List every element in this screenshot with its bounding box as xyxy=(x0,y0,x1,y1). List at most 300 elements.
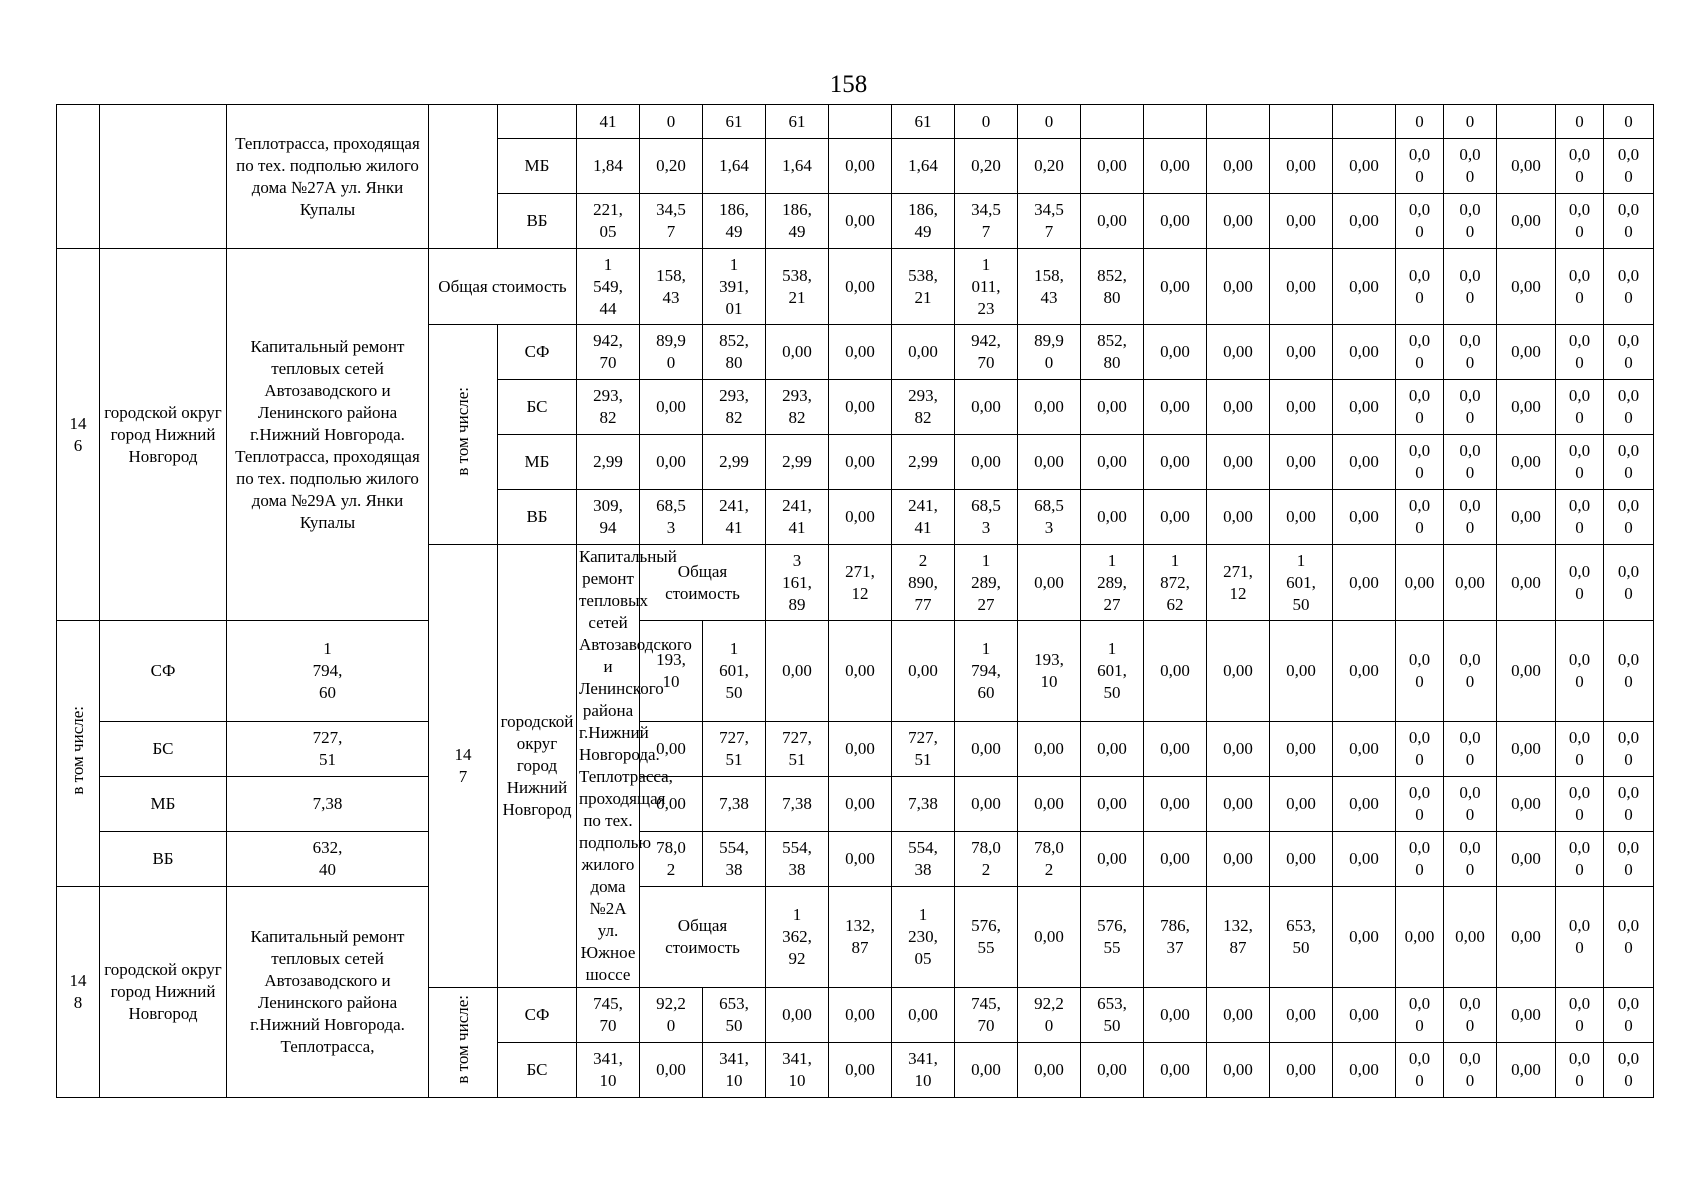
source-label-cell: СФ xyxy=(498,325,577,380)
value-cell: 1,64 xyxy=(892,139,955,194)
value-cell: 0,00 xyxy=(1081,1043,1144,1098)
value-cell: 0,0 0 xyxy=(1444,777,1497,832)
value-cell: 0,00 xyxy=(1207,777,1270,832)
value-cell: 132, 87 xyxy=(829,887,892,988)
value-cell: 745, 70 xyxy=(577,988,640,1043)
row-number-cell: 14 7 xyxy=(429,545,498,988)
value-cell: 0 xyxy=(640,105,703,139)
value-cell: 0,00 xyxy=(1333,777,1396,832)
value-cell: 0,00 xyxy=(1018,380,1081,435)
value-cell: 942, 70 xyxy=(577,325,640,380)
value-cell: 0 xyxy=(1556,105,1604,139)
value-cell: 0,0 0 xyxy=(1396,988,1444,1043)
value-cell: 2,99 xyxy=(577,435,640,490)
value-cell: 0,00 xyxy=(1018,887,1081,988)
value-cell: 0,0 0 xyxy=(1444,325,1497,380)
value-cell: 0,00 xyxy=(955,380,1018,435)
row-number-cell xyxy=(57,105,100,249)
value-cell: 786, 37 xyxy=(1144,887,1207,988)
value-cell: 0 xyxy=(955,105,1018,139)
value-cell: 0,0 0 xyxy=(1396,435,1444,490)
value-cell: 0,00 xyxy=(1333,380,1396,435)
value-cell: 0,00 xyxy=(1270,722,1333,777)
value-cell: 0,00 xyxy=(1270,988,1333,1043)
value-cell: 34,5 7 xyxy=(955,194,1018,249)
value-cell: 0,00 xyxy=(1018,435,1081,490)
source-label-cell: МБ xyxy=(498,139,577,194)
value-cell: 727, 51 xyxy=(892,722,955,777)
financing-table xyxy=(56,104,1654,1098)
value-cell: 309, 94 xyxy=(577,490,640,545)
value-cell: 1,64 xyxy=(703,139,766,194)
value-cell: 0,00 xyxy=(1497,777,1556,832)
value-cell: 2,99 xyxy=(703,435,766,490)
value-cell: 0,0 0 xyxy=(1396,722,1444,777)
page-number: 158 xyxy=(829,71,868,98)
table-row xyxy=(57,621,1654,722)
value-cell: 0,00 xyxy=(829,435,892,490)
value-cell: 7,38 xyxy=(227,777,429,832)
including-label xyxy=(57,621,100,887)
value-cell: 0,00 xyxy=(766,988,829,1043)
value-cell: 68,5 3 xyxy=(955,490,1018,545)
value-cell: 158, 43 xyxy=(640,249,703,325)
value-cell: 0,00 xyxy=(1333,435,1396,490)
value-cell: 78,0 2 xyxy=(1018,832,1081,887)
value-cell: 1 794, 60 xyxy=(955,621,1018,722)
object-description-cell: Теплотрасса, проходящая по тех. подполью жилого дома №27А ул. Янки Купалы xyxy=(227,105,429,249)
value-cell: 0,0 0 xyxy=(1604,194,1654,249)
value-cell: 1 391, 01 xyxy=(703,249,766,325)
value-cell: 0,0 0 xyxy=(1556,722,1604,777)
value-cell: 0,0 0 xyxy=(1604,887,1654,988)
value-cell: 0,00 xyxy=(1144,722,1207,777)
value-cell: 0,0 0 xyxy=(1604,325,1654,380)
municipality-cell: городской округ город Нижний Новгород xyxy=(498,545,577,988)
value-cell: 193, 10 xyxy=(1018,621,1081,722)
table-row xyxy=(57,777,1654,832)
value-cell: 0,00 xyxy=(1270,1043,1333,1098)
value-cell: 341, 10 xyxy=(892,1043,955,1098)
value-cell: 0,00 xyxy=(829,380,892,435)
value-cell: 89,9 0 xyxy=(640,325,703,380)
value-cell: 576, 55 xyxy=(955,887,1018,988)
value-cell: 0,00 xyxy=(1144,249,1207,325)
value-cell: 221, 05 xyxy=(577,194,640,249)
value-cell xyxy=(1270,105,1333,139)
object-description-cell: Капитальный ремонт тепловых сетей Автозаводского и Ленинского района г.Нижний Новгорода. Теплотрасса, xyxy=(227,887,429,1098)
value-cell: 0,00 xyxy=(1144,325,1207,380)
value-cell: 0,00 xyxy=(1333,490,1396,545)
value-cell: 0,0 0 xyxy=(1604,777,1654,832)
value-cell: 576, 55 xyxy=(1081,887,1144,988)
table-row xyxy=(57,722,1654,777)
value-cell: 0,00 xyxy=(1207,988,1270,1043)
value-cell: 554, 38 xyxy=(766,832,829,887)
value-cell: 1 230, 05 xyxy=(892,887,955,988)
value-cell: 1 601, 50 xyxy=(1081,621,1144,722)
value-cell: 0,0 0 xyxy=(1556,832,1604,887)
value-cell: 92,2 0 xyxy=(1018,988,1081,1043)
value-cell: 7,38 xyxy=(703,777,766,832)
value-cell: 0,00 xyxy=(1081,777,1144,832)
value-cell: 0,00 xyxy=(1333,1043,1396,1098)
value-cell: 0,0 0 xyxy=(1556,621,1604,722)
value-cell: 0,00 xyxy=(829,490,892,545)
value-cell: 0,00 xyxy=(1081,722,1144,777)
value-cell: 193, 10 xyxy=(640,621,703,722)
value-cell: 0,0 0 xyxy=(1396,194,1444,249)
value-cell: 0,0 0 xyxy=(1444,832,1497,887)
value-cell xyxy=(1497,105,1556,139)
value-cell: 0,00 xyxy=(1207,832,1270,887)
value-cell: 271, 12 xyxy=(1207,545,1270,621)
value-cell: 0,00 xyxy=(1333,722,1396,777)
value-cell: 0,00 xyxy=(1270,435,1333,490)
value-cell: 186, 49 xyxy=(766,194,829,249)
value-cell: 0,00 xyxy=(1396,545,1444,621)
value-cell: 0,00 xyxy=(1497,194,1556,249)
value-cell: 0,0 0 xyxy=(1396,325,1444,380)
value-cell: 0,0 0 xyxy=(1444,490,1497,545)
value-cell: 0,00 xyxy=(829,194,892,249)
value-cell: 0,00 xyxy=(1270,380,1333,435)
value-cell: 0,00 xyxy=(1270,139,1333,194)
value-cell: 0,0 0 xyxy=(1444,988,1497,1043)
value-cell: 0,20 xyxy=(640,139,703,194)
value-cell: 0,0 0 xyxy=(1396,777,1444,832)
value-cell: 0,00 xyxy=(829,722,892,777)
value-cell: 0,0 0 xyxy=(1604,545,1654,621)
value-cell: 341, 10 xyxy=(577,1043,640,1098)
including-label xyxy=(429,325,498,545)
value-cell: 538, 21 xyxy=(766,249,829,325)
value-cell: 0,00 xyxy=(1144,988,1207,1043)
value-cell: 41 xyxy=(577,105,640,139)
value-cell xyxy=(1144,105,1207,139)
value-cell: 852, 80 xyxy=(703,325,766,380)
value-cell: 0 xyxy=(1604,105,1654,139)
value-cell: 0,00 xyxy=(640,722,703,777)
value-cell: 0,00 xyxy=(1270,832,1333,887)
value-cell: 0,00 xyxy=(1144,621,1207,722)
value-cell: 653, 50 xyxy=(1081,988,1144,1043)
value-cell: 158, 43 xyxy=(1018,249,1081,325)
source-label-cell: МБ xyxy=(100,777,227,832)
value-cell: 0,00 xyxy=(640,777,703,832)
value-cell: 0,00 xyxy=(1497,435,1556,490)
value-cell: 0,0 0 xyxy=(1444,194,1497,249)
value-cell: 0,00 xyxy=(1444,887,1497,988)
value-cell: 0,0 0 xyxy=(1444,139,1497,194)
municipality-cell: городской округ город Нижний Новгород xyxy=(100,887,227,1098)
value-cell: 0,00 xyxy=(955,777,1018,832)
source-label-cell: БС xyxy=(498,1043,577,1098)
value-cell: 78,0 2 xyxy=(640,832,703,887)
value-cell: 0,00 xyxy=(1333,249,1396,325)
value-cell: 0,00 xyxy=(829,1043,892,1098)
value-cell: 0,00 xyxy=(1144,380,1207,435)
value-cell: 293, 82 xyxy=(577,380,640,435)
including-text: в том числе: xyxy=(453,387,472,476)
value-cell: 0,00 xyxy=(766,621,829,722)
table-row xyxy=(57,832,1654,887)
value-cell: 186, 49 xyxy=(703,194,766,249)
value-cell: 0,00 xyxy=(1333,621,1396,722)
value-cell: 0,00 xyxy=(1018,777,1081,832)
value-cell: 0,0 0 xyxy=(1556,249,1604,325)
value-cell: 0,0 0 xyxy=(1444,249,1497,325)
value-cell: 0,00 xyxy=(1497,832,1556,887)
value-cell: 0,00 xyxy=(1144,139,1207,194)
value-cell: 0,0 0 xyxy=(1444,621,1497,722)
value-cell: 0,00 xyxy=(1497,1043,1556,1098)
value-cell: 0,20 xyxy=(1018,139,1081,194)
value-cell: 61 xyxy=(703,105,766,139)
value-cell: 0,00 xyxy=(1333,832,1396,887)
value-cell: 0,0 0 xyxy=(1604,249,1654,325)
including-text: в том числе: xyxy=(453,995,472,1084)
group-cell xyxy=(429,105,498,249)
value-cell: 0,0 0 xyxy=(1556,435,1604,490)
value-cell: 0,0 0 xyxy=(1604,621,1654,722)
value-cell: 0,00 xyxy=(1497,887,1556,988)
value-cell: 0,00 xyxy=(1207,435,1270,490)
value-cell: 632, 40 xyxy=(227,832,429,887)
value-cell: 241, 41 xyxy=(892,490,955,545)
value-cell: 0,00 xyxy=(1207,1043,1270,1098)
value-cell: 1 872, 62 xyxy=(1144,545,1207,621)
value-cell: 0,00 xyxy=(1018,722,1081,777)
value-cell: 132, 87 xyxy=(1207,887,1270,988)
municipality-cell: городской округ город Нижний Новгород xyxy=(100,249,227,621)
municipality-cell xyxy=(100,105,227,249)
value-cell: 0,00 xyxy=(1144,777,1207,832)
table-row xyxy=(57,887,1654,988)
value-cell: 293, 82 xyxy=(766,380,829,435)
value-cell: 61 xyxy=(766,105,829,139)
value-cell: 0,00 xyxy=(1207,621,1270,722)
value-cell: 7,38 xyxy=(766,777,829,832)
value-cell: 0,00 xyxy=(1270,777,1333,832)
value-cell: 0,0 0 xyxy=(1556,887,1604,988)
value-cell: 0,0 0 xyxy=(1396,249,1444,325)
value-cell: 653, 50 xyxy=(703,988,766,1043)
value-cell xyxy=(829,105,892,139)
including-text: в том числе: xyxy=(68,706,87,795)
value-cell: 61 xyxy=(892,105,955,139)
source-label-cell: СФ xyxy=(498,988,577,1043)
value-cell: 0,0 0 xyxy=(1556,139,1604,194)
table-row xyxy=(57,249,1654,325)
value-cell: 0,0 0 xyxy=(1396,1043,1444,1098)
value-cell: 0,00 xyxy=(1333,887,1396,988)
value-cell: 0,00 xyxy=(1497,139,1556,194)
value-cell: 0,0 0 xyxy=(1396,832,1444,887)
value-cell: 271, 12 xyxy=(829,545,892,621)
source-label-cell: МБ xyxy=(498,435,577,490)
value-cell: 0,00 xyxy=(1207,325,1270,380)
value-cell: 745, 70 xyxy=(955,988,1018,1043)
value-cell: 0,00 xyxy=(1497,249,1556,325)
value-cell: 0,00 xyxy=(1270,249,1333,325)
value-cell: 0,00 xyxy=(1333,139,1396,194)
value-cell: 0,00 xyxy=(955,435,1018,490)
object-description-cell: Капитальный ремонт тепловых сетей Автозаводского и Ленинского района г.Нижний Новгорода. Теплотрасса, проходящая по тех. подполью жилого дома №2А ул. Южное шоссе xyxy=(577,545,640,988)
total-cost-label: Общая стоимость xyxy=(640,887,766,988)
table-row xyxy=(57,105,1654,139)
value-cell: 0,0 0 xyxy=(1604,139,1654,194)
value-cell: 34,5 7 xyxy=(640,194,703,249)
value-cell: 0,00 xyxy=(1270,325,1333,380)
value-cell: 1,84 xyxy=(577,139,640,194)
value-cell: 0,00 xyxy=(1018,545,1081,621)
value-cell: 1 289, 27 xyxy=(955,545,1018,621)
value-cell: 1 011, 23 xyxy=(955,249,1018,325)
including-label xyxy=(429,988,498,1098)
value-cell: 0,00 xyxy=(892,988,955,1043)
value-cell: 0,0 0 xyxy=(1556,988,1604,1043)
value-cell: 0,00 xyxy=(1333,325,1396,380)
value-cell: 0,00 xyxy=(1497,380,1556,435)
value-cell: 0,00 xyxy=(1333,194,1396,249)
value-cell: 0,00 xyxy=(640,435,703,490)
value-cell: 0,00 xyxy=(1207,722,1270,777)
value-cell: 0,0 0 xyxy=(1444,380,1497,435)
value-cell: 78,0 2 xyxy=(955,832,1018,887)
value-cell: 293, 82 xyxy=(703,380,766,435)
value-cell: 0,00 xyxy=(829,621,892,722)
value-cell: 0,00 xyxy=(829,325,892,380)
value-cell: 0,00 xyxy=(1497,621,1556,722)
value-cell: 0,00 xyxy=(955,722,1018,777)
value-cell: 0,0 0 xyxy=(1556,325,1604,380)
value-cell: 0,00 xyxy=(1270,194,1333,249)
value-cell: 341, 10 xyxy=(703,1043,766,1098)
value-cell: 1 601, 50 xyxy=(703,621,766,722)
value-cell: 0,00 xyxy=(766,325,829,380)
value-cell: 0,0 0 xyxy=(1604,988,1654,1043)
value-cell: 0,0 0 xyxy=(1396,380,1444,435)
value-cell: 0,00 xyxy=(829,249,892,325)
value-cell xyxy=(1207,105,1270,139)
row-number-cell: 14 8 xyxy=(57,887,100,1098)
value-cell: 0 xyxy=(1396,105,1444,139)
value-cell: 0,00 xyxy=(640,380,703,435)
value-cell: 852, 80 xyxy=(1081,249,1144,325)
source-label-cell: ВБ xyxy=(100,832,227,887)
value-cell: 34,5 7 xyxy=(1018,194,1081,249)
value-cell: 0,00 xyxy=(829,777,892,832)
value-cell: 0,00 xyxy=(1270,490,1333,545)
value-cell: 0,00 xyxy=(955,1043,1018,1098)
source-label-cell: БС xyxy=(498,380,577,435)
value-cell xyxy=(1333,105,1396,139)
value-cell: 0,00 xyxy=(1018,1043,1081,1098)
value-cell: 92,2 0 xyxy=(640,988,703,1043)
value-cell: 0,00 xyxy=(1144,490,1207,545)
value-cell: 0,00 xyxy=(1333,545,1396,621)
value-cell: 0,0 0 xyxy=(1556,194,1604,249)
value-cell: 0,0 0 xyxy=(1604,722,1654,777)
value-cell: 293, 82 xyxy=(892,380,955,435)
value-cell: 0,00 xyxy=(1144,832,1207,887)
value-cell: 0,00 xyxy=(1270,621,1333,722)
source-label-cell: БС xyxy=(100,722,227,777)
value-cell: 186, 49 xyxy=(892,194,955,249)
value-cell: 0,0 0 xyxy=(1604,832,1654,887)
value-cell: 727, 51 xyxy=(703,722,766,777)
value-cell: 0,00 xyxy=(892,325,955,380)
value-cell: 0,00 xyxy=(1207,249,1270,325)
value-cell: 3 161, 89 xyxy=(766,545,829,621)
value-cell: 0,0 0 xyxy=(1444,435,1497,490)
value-cell: 0,00 xyxy=(1081,435,1144,490)
value-cell: 0,0 0 xyxy=(1556,380,1604,435)
value-cell: 0,0 0 xyxy=(1396,490,1444,545)
object-description-cell: Капитальный ремонт тепловых сетей Автозаводского и Ленинского района г.Нижний Новгорода. Теплотрасса, проходящая по тех. подполью жилого дома №29А ул. Янки Купалы xyxy=(227,249,429,621)
source-label-cell: ВБ xyxy=(498,194,577,249)
value-cell: 0,0 0 xyxy=(1556,490,1604,545)
value-cell: 0,00 xyxy=(1497,988,1556,1043)
value-cell: 0,00 xyxy=(1081,194,1144,249)
value-cell: 0,00 xyxy=(1207,490,1270,545)
value-cell: 727, 51 xyxy=(227,722,429,777)
value-cell: 942, 70 xyxy=(955,325,1018,380)
value-cell: 1 362, 92 xyxy=(766,887,829,988)
value-cell: 0,00 xyxy=(1396,887,1444,988)
value-cell: 0 xyxy=(1444,105,1497,139)
value-cell: 0,00 xyxy=(1081,380,1144,435)
value-cell: 0,00 xyxy=(1144,1043,1207,1098)
value-cell: 0,00 xyxy=(1497,325,1556,380)
row-number-cell: 14 6 xyxy=(57,249,100,621)
value-cell: 0,00 xyxy=(829,988,892,1043)
value-cell: 0,0 0 xyxy=(1444,722,1497,777)
value-cell: 241, 41 xyxy=(766,490,829,545)
value-cell: 0,0 0 xyxy=(1556,777,1604,832)
value-cell: 0,00 xyxy=(640,1043,703,1098)
value-cell: 1,64 xyxy=(766,139,829,194)
value-cell: 852, 80 xyxy=(1081,325,1144,380)
value-cell: 0,00 xyxy=(1497,545,1556,621)
value-cell: 0,0 0 xyxy=(1556,1043,1604,1098)
value-cell: 0,00 xyxy=(1444,545,1497,621)
value-cell: 0,00 xyxy=(829,832,892,887)
value-cell: 0,00 xyxy=(1497,722,1556,777)
value-cell: 0,0 0 xyxy=(1604,380,1654,435)
value-cell: 0,0 0 xyxy=(1396,139,1444,194)
value-cell: 0 xyxy=(1018,105,1081,139)
total-cost-label: Общая стоимость xyxy=(429,249,577,325)
value-cell: 1 289, 27 xyxy=(1081,545,1144,621)
value-cell: 89,9 0 xyxy=(1018,325,1081,380)
value-cell: 0,0 0 xyxy=(1604,435,1654,490)
value-cell: 68,5 3 xyxy=(640,490,703,545)
value-cell: 2,99 xyxy=(766,435,829,490)
value-cell: 554, 38 xyxy=(703,832,766,887)
value-cell: 0,00 xyxy=(1207,194,1270,249)
value-cell: 538, 21 xyxy=(892,249,955,325)
value-cell: 0,00 xyxy=(1333,988,1396,1043)
value-cell: 7,38 xyxy=(892,777,955,832)
value-cell: 0,00 xyxy=(1497,490,1556,545)
value-cell: 653, 50 xyxy=(1270,887,1333,988)
value-cell: 0,0 0 xyxy=(1444,1043,1497,1098)
value-cell: 241, 41 xyxy=(703,490,766,545)
value-cell: 0,00 xyxy=(892,621,955,722)
value-cell: 0,00 xyxy=(1207,139,1270,194)
